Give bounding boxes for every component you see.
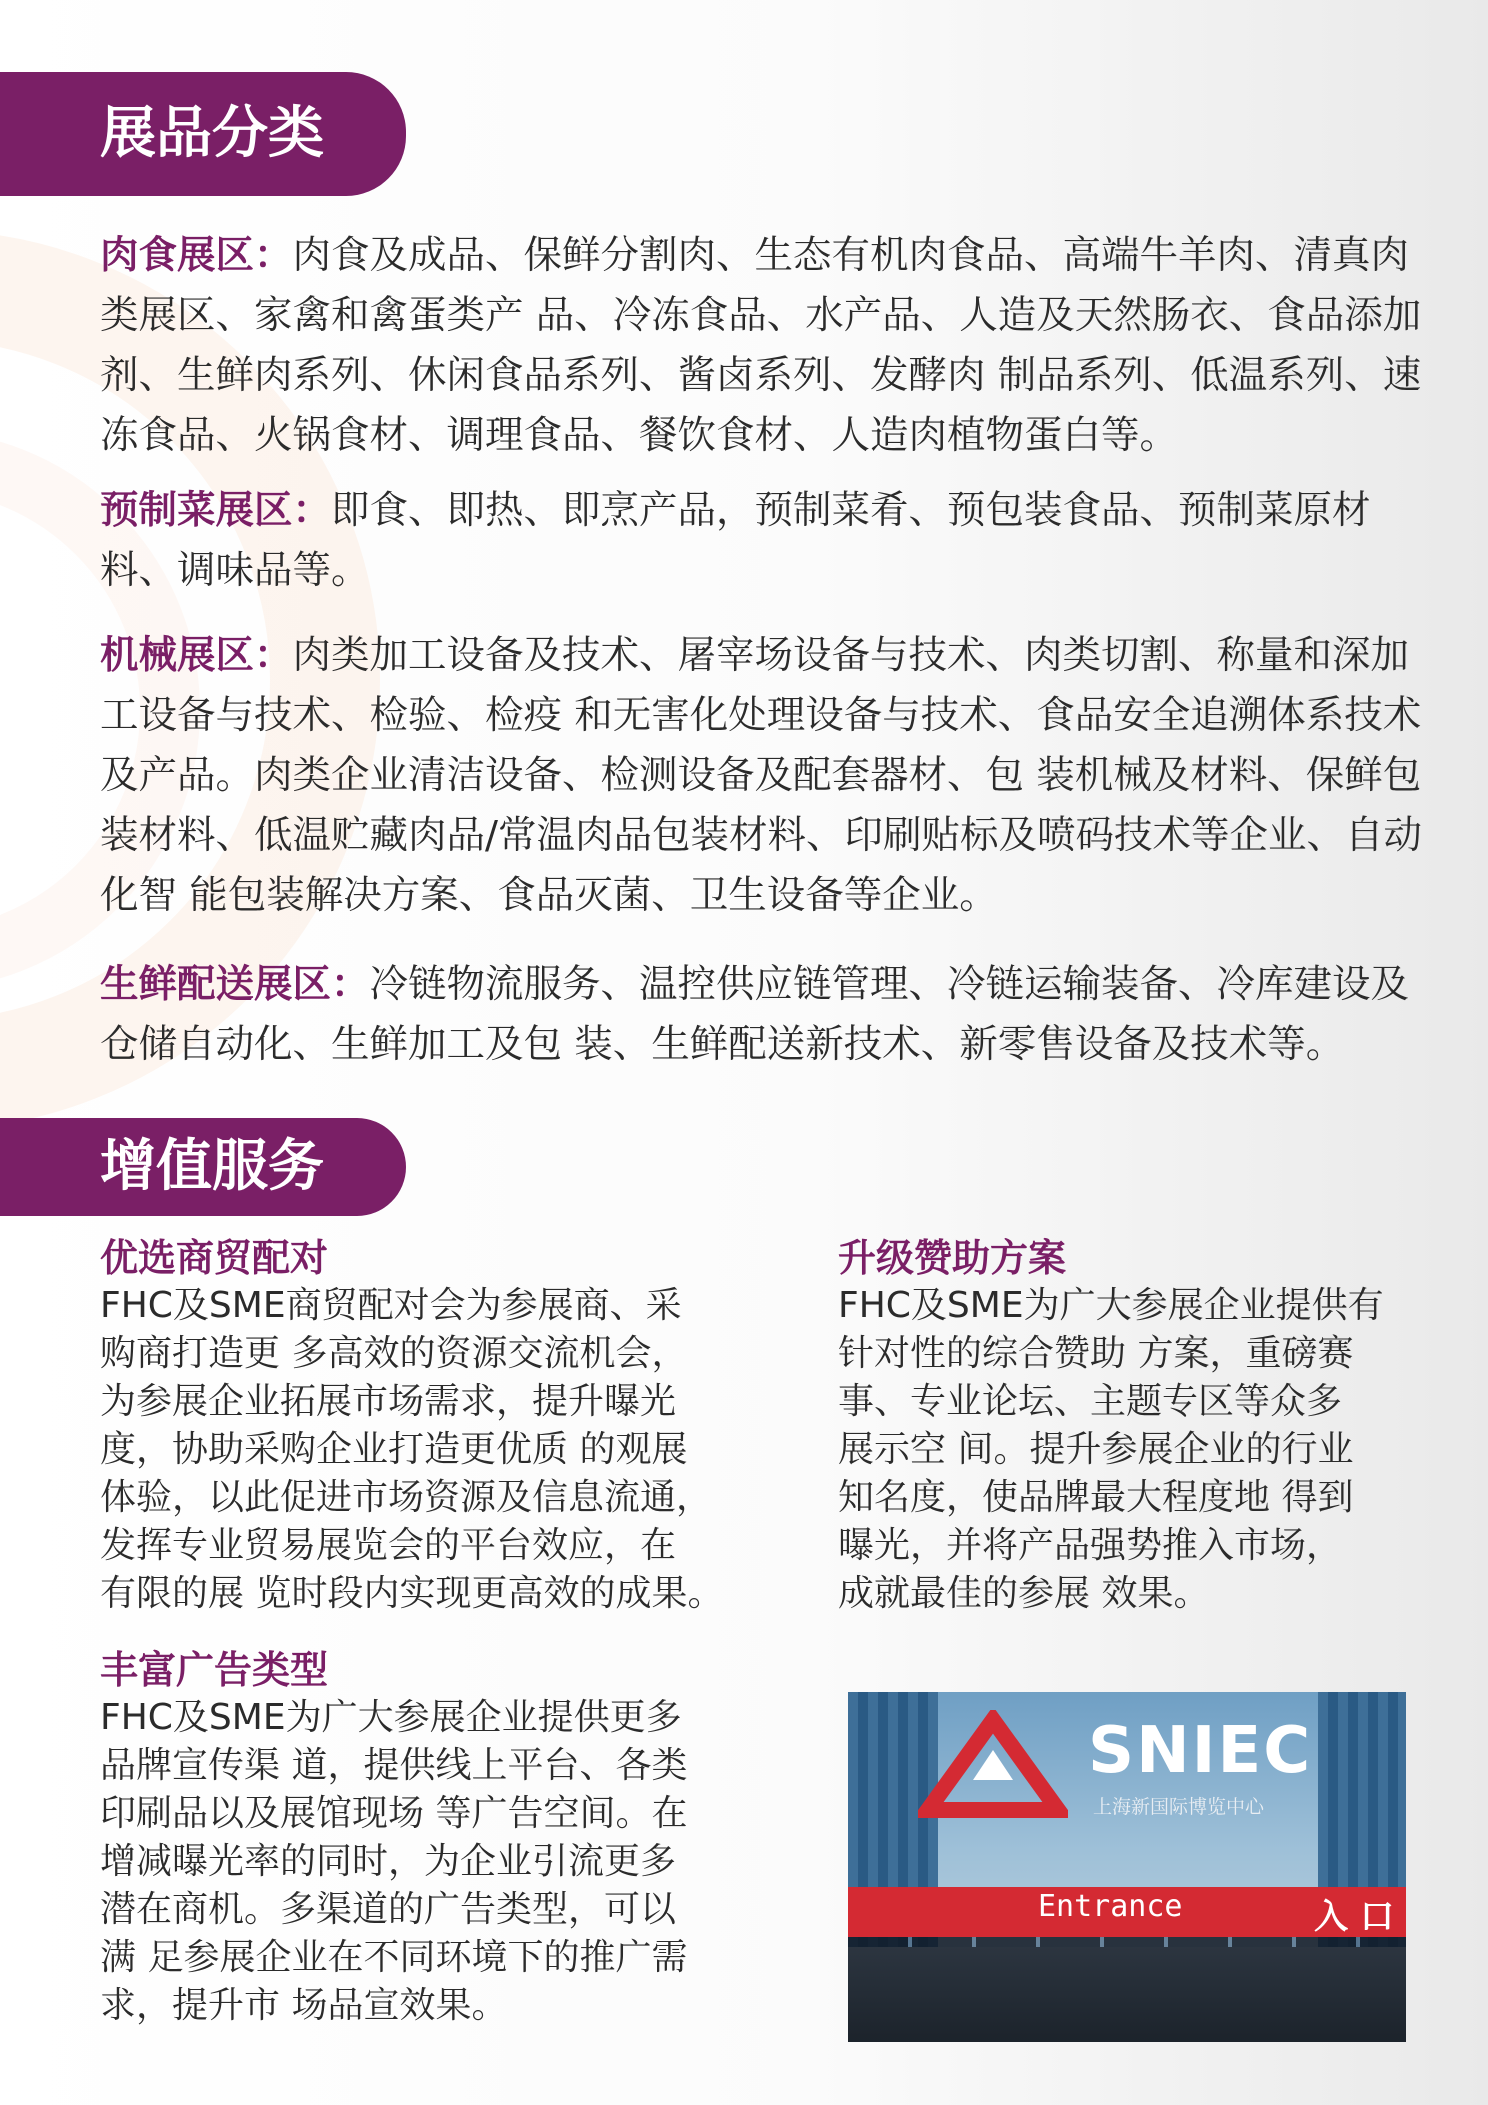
exhibits-section-banner (0, 72, 406, 196)
sponsorship-line: 展示空 间。提升参展企业的行业 (838, 1429, 1354, 1470)
zone-meat-text: 肉食及成品、保鲜分割肉、生态有机肉食品、高端牛羊肉、清真肉类展区、家禽和禽蛋类产 品、冷冻食品、水产品、人造及天然肠衣、食品添加剂、生鲜肉系列、休闲食品系列、酱卤系列、发酵肉 制品系列、低温系列、速冻食品、火锅食材、调理食品、餐饮食材、人造肉植物蛋白等。 (100, 233, 1422, 458)
zone-fresh-delivery-label: 生鲜配送展区： (100, 962, 370, 1007)
zone-meat (100, 226, 1430, 466)
entrance-sign-chinese: 入 口 (1314, 1897, 1394, 1937)
advertising-line: 满 足参展企业在不同环境下的推广需 (100, 1937, 688, 1978)
advertising-line: FHC及SME为广大参展企业提供更多 (100, 1697, 682, 1738)
venue-entrance-photo (848, 1692, 1406, 2042)
advertising-title: 丰富广告类型 (100, 1648, 329, 1692)
exhibits-section-title: 展品分类 (100, 101, 324, 166)
sponsorship-title: 升级赞助方案 (838, 1236, 1067, 1280)
sponsorship-line: 针对性的综合赞助 方案，重磅赛 (838, 1333, 1354, 1374)
sponsorship-line: 曝光，并将产品强势推入市场， (838, 1525, 1343, 1566)
matching-line: 发挥专业贸易展览会的平台效应，在 (100, 1525, 677, 1566)
services-section-title: 增值服务 (100, 1134, 324, 1199)
matching-line: 购商打造更 多高效的资源交流机会， (100, 1333, 688, 1374)
zone-machinery-text: 肉类加工设备及技术、屠宰场设备与技术、肉类切割、称量和深加工设备与技术、检验、检疫 和无害化处理设备与技术、食品安全追溯体系技术及产品。肉类企业清洁设备、检测设备及配套器材、包 装机械及材料、保鲜包装材料、低温贮藏肉品/常温肉品包装材料、印刷贴标及喷码技术等企业、自动化智 能包装解决方案、食品灭菌、卫生设备等企业。 (100, 633, 1422, 918)
sniec-wordmark: SNIEC (1088, 1714, 1313, 1788)
sponsorship-line: 成就最佳的参展 效果。 (838, 1573, 1210, 1614)
sponsorship-line: 事、专业论坛、主题专区等众多 (838, 1381, 1343, 1422)
zone-prepared (100, 481, 1430, 601)
sponsorship-line: FHC及SME为广大参展企业提供有 (838, 1285, 1384, 1326)
zone-machinery (100, 626, 1430, 926)
matching-line: 体验，以此促进市场资源及信息流通， (100, 1477, 713, 1518)
advertising-line: 品牌宣传渠 道，提供线上平台、各类 (100, 1745, 688, 1786)
sponsorship-line: 知名度，使品牌最大程度地 得到 (838, 1477, 1354, 1518)
matching-title: 优选商贸配对 (100, 1236, 329, 1280)
matching-line: FHC及SME商贸配对会为参展商、采 (100, 1285, 682, 1326)
advertising-body (100, 1694, 800, 2030)
zone-meat-label: 肉食展区： (100, 233, 293, 278)
sponsorship-body (838, 1282, 1438, 1618)
zone-machinery-label: 机械展区： (100, 633, 293, 678)
entrance-sign-english: Entrance (1038, 1889, 1183, 1924)
advertising-line: 增减曝光率的同时，为企业引流更多 (100, 1841, 677, 1882)
sniec-logo-icon (918, 1710, 1068, 1830)
sniec-chinese-name: 上海新国际博览中心 (1093, 1796, 1265, 1818)
zone-fresh-delivery (100, 955, 1430, 1075)
zone-fresh-delivery-text: 冷链物流服务、温控供应链管理、冷链运输装备、冷库建设及仓储自动化、生鲜加工及包 装、生鲜配送新技术、新零售设备及技术等。 (100, 962, 1410, 1067)
advertising-line: 潜在商机。多渠道的广告类型，可以 (100, 1889, 677, 1930)
services-section-banner (0, 1118, 406, 1216)
zone-prepared-label: 预制菜展区： (100, 488, 332, 533)
matching-line: 为参展企业拓展市场需求，提升曝光 (100, 1381, 677, 1422)
advertising-line: 印刷品以及展馆现场 等广告空间。在 (100, 1793, 688, 1834)
matching-line: 度，协助采购企业打造更优质 的观展 (100, 1429, 688, 1470)
matching-body (100, 1282, 800, 1618)
advertising-line: 求，提升市 场品宣效果。 (100, 1985, 508, 2026)
visitor-crowd (848, 1947, 1406, 2042)
matching-line: 有限的展 览时段内实现更高效的成果。 (100, 1573, 724, 1614)
zone-prepared-text: 即食、即热、即烹产品，预制菜肴、预包装食品、预制菜原材料、调味品等。 (100, 488, 1371, 593)
